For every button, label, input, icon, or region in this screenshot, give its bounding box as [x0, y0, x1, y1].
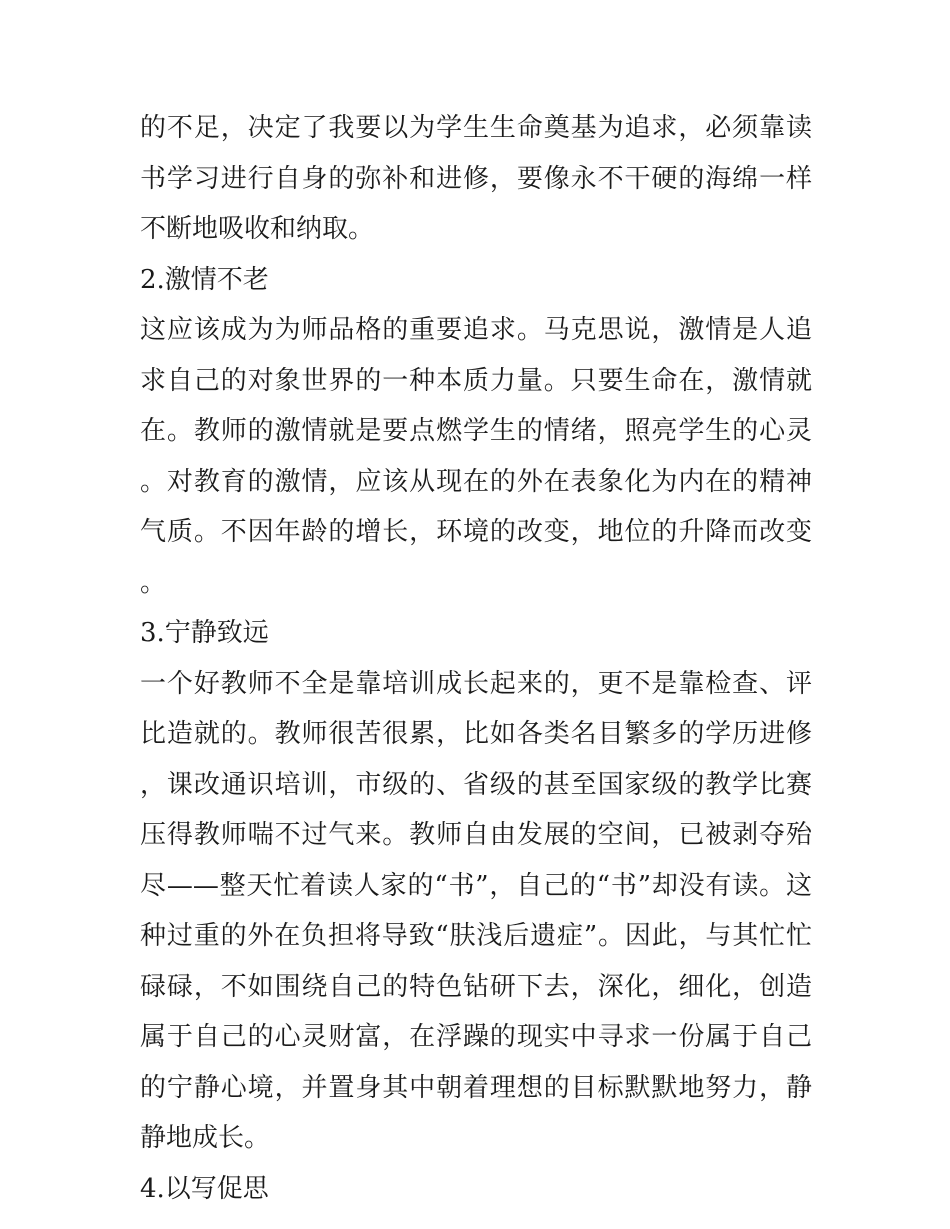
paragraph-continued: 的不足，决定了我要以为学生生命奠基为追求，必须靠读书学习进行自身的弥补和进修，要像永不干硬的海绵一样不断地吸收和纳取。: [140, 113, 812, 244]
paragraph-tranquility: 一个好教师不全是靠培训成长起来的，更不是靠检查、评比造就的。教师很苦很累，比如各类名目繁多的学历进修，课改通识培训，市级的、省级的甚至国家级的教学比赛压得教师喘不过气来。教师自由发展的空间，已被剥夺殆尽——整天忙着读人家的“书”，自己的“书”却没有读。这种过重的外在负担将导致“肤浅后遗症”。因此，与其忙忙碌碌，不如围绕自己的特色钻研下去，深化，细化，创造属于自己的心灵财富，在浮躁的现实中寻求一份属于自己的宁静心境，并置身其中朝着理想的目标默默地努力，静静地成长。: [140, 668, 812, 1153]
section-heading-passion: 2.激情不老: [140, 264, 269, 295]
document-body: [140, 103, 812, 1214]
section-heading-tranquility: 3.宁静致远: [140, 618, 269, 648]
section-heading-writing: 4.以写促思: [140, 1173, 269, 1204]
paragraph-passion: 这应该成为为师品格的重要追求。马克思说，激情是人追求自己的对象世界的一种本质力量。只要生命在，激情就在。教师的激情就是要点燃学生的情绪，照亮学生的心灵。对教育的激情，应该从现在的外在表象化为内在的精神气质。不因年龄的增长，环境的改变，地位的升降而改变。: [140, 315, 812, 598]
